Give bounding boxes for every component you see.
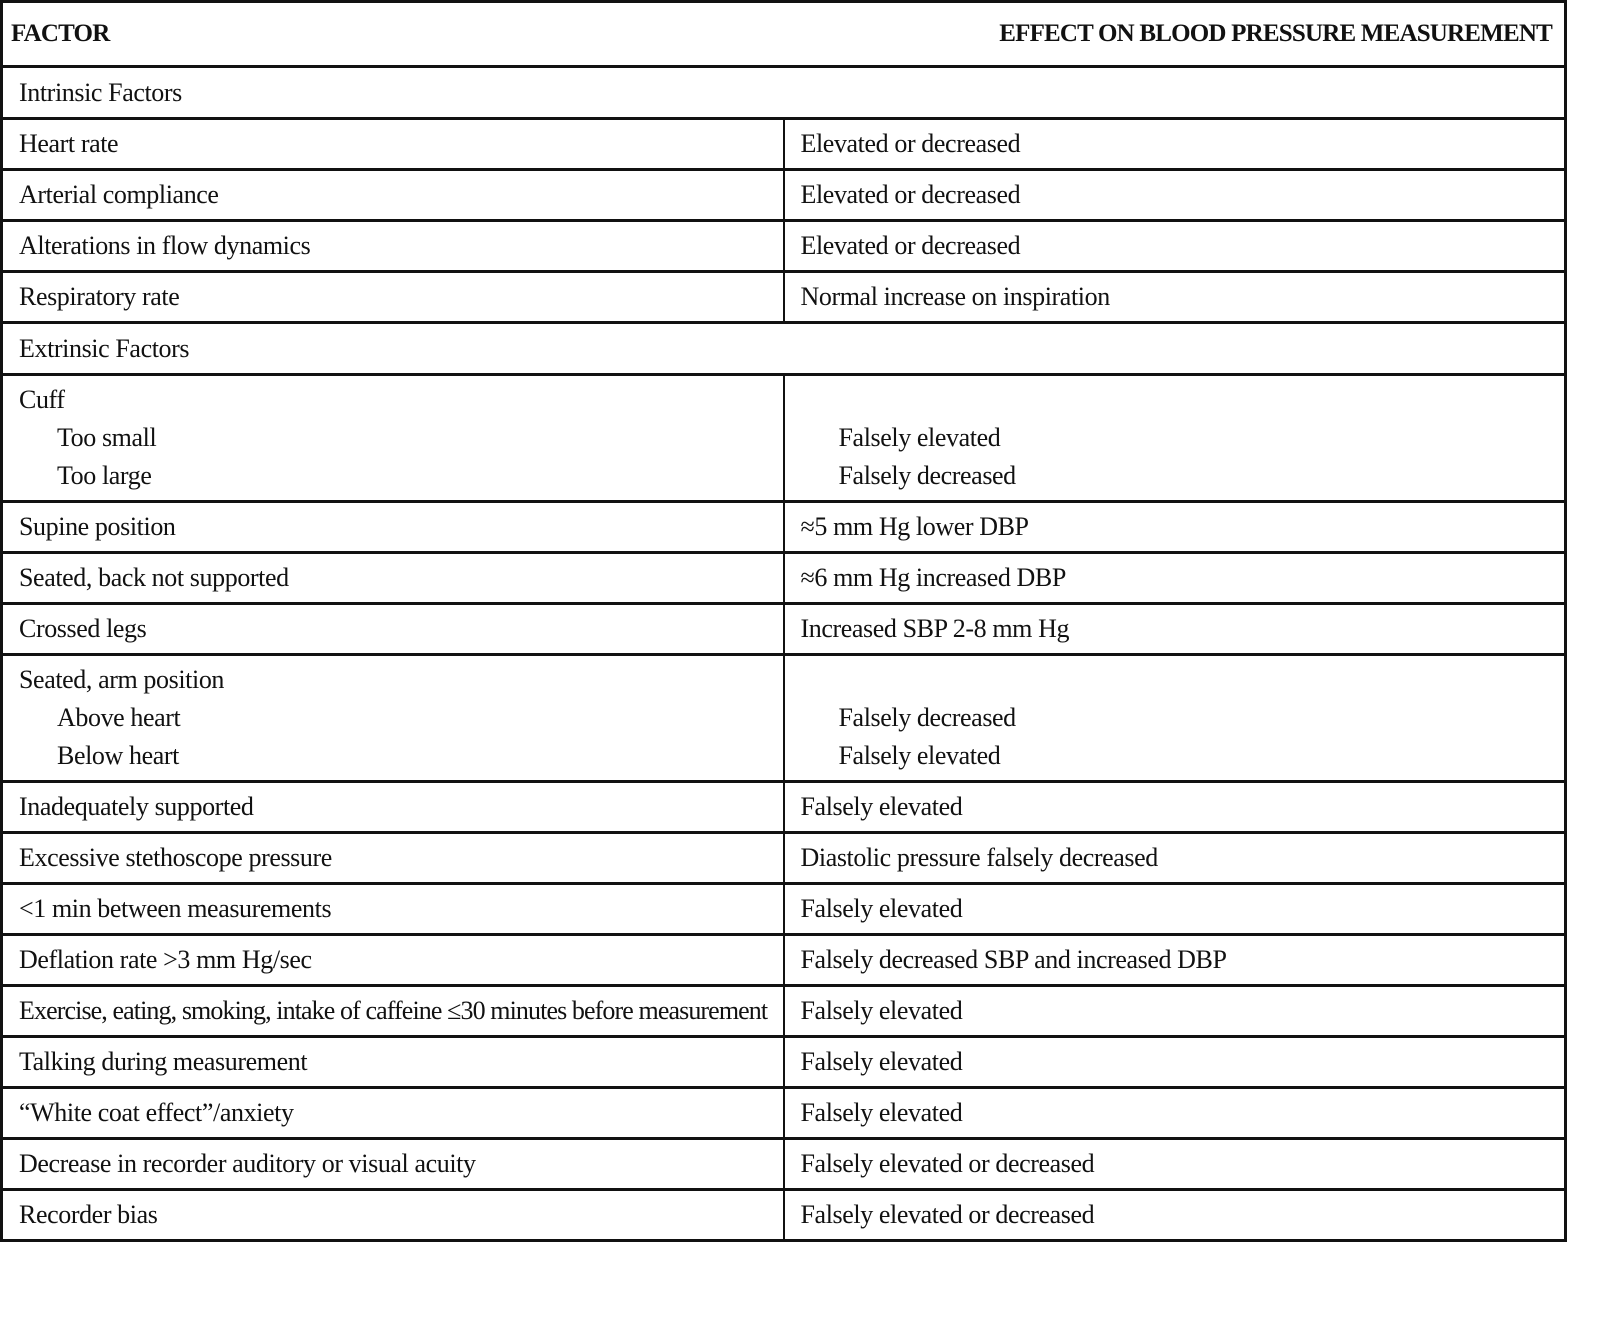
table-row-grouped — [2, 655, 1566, 782]
effect-cell: Falsely elevated — [784, 782, 1566, 833]
table-row — [2, 170, 1566, 221]
factor-subitem: Below heart — [57, 741, 179, 770]
factor-cell — [2, 655, 784, 782]
header-factor: FACTOR — [2, 2, 784, 67]
factor-cell: Alterations in flow dynamics — [2, 221, 784, 272]
effect-cell: Elevated or decreased — [784, 170, 1566, 221]
effect-cell: Falsely decreased SBP and increased DBP — [784, 935, 1566, 986]
factor-cell: Deflation rate >3 mm Hg/sec — [2, 935, 784, 986]
effect-cell: ≈6 mm Hg increased DBP — [784, 553, 1566, 604]
factor-subitem: Too small — [57, 423, 157, 452]
effect-subitem: Falsely decreased — [838, 703, 1016, 732]
table-row — [2, 1190, 1566, 1241]
factor-subitem: Above heart — [57, 703, 181, 732]
factor-cell: Decrease in recorder auditory or visual acuity — [2, 1139, 784, 1190]
spacer — [801, 381, 1565, 419]
factor-cell: Heart rate — [2, 119, 784, 170]
section-row-extrinsic — [2, 323, 1566, 375]
effect-cell: Falsely elevated — [784, 884, 1566, 935]
factor-cell — [2, 375, 784, 502]
effect-cell: Falsely elevated or decreased — [784, 1139, 1566, 1190]
effect-cell: Elevated or decreased — [784, 119, 1566, 170]
factor-subitem: Too large — [57, 461, 152, 490]
effect-cell: Diastolic pressure falsely decreased — [784, 833, 1566, 884]
effect-subitem: Falsely elevated — [838, 423, 1001, 452]
table-row — [2, 119, 1566, 170]
factor-cell: Exercise, eating, smoking, intake of caffeine ≤30 minutes before measurement — [2, 986, 784, 1037]
header-row — [2, 2, 1566, 67]
table-row — [2, 833, 1566, 884]
section-title: Intrinsic Factors — [2, 67, 1566, 119]
effect-cell: Falsely elevated — [784, 1037, 1566, 1088]
table-row — [2, 553, 1566, 604]
table-row — [2, 221, 1566, 272]
factor-cell: Arterial compliance — [2, 170, 784, 221]
table-row — [2, 1088, 1566, 1139]
effect-cell — [784, 655, 1566, 782]
effect-cell: Normal increase on inspiration — [784, 272, 1566, 323]
effect-subitem: Falsely elevated — [838, 741, 1001, 770]
factor-cell: Supine position — [2, 502, 784, 553]
effect-subitem: Falsely decreased — [838, 461, 1016, 490]
section-row-intrinsic — [2, 67, 1566, 119]
table-row-grouped — [2, 375, 1566, 502]
factor-group-label: Cuff — [19, 385, 65, 414]
table-row — [2, 1139, 1566, 1190]
factor-cell: Crossed legs — [2, 604, 784, 655]
section-title: Extrinsic Factors — [2, 323, 1566, 375]
table-row — [2, 782, 1566, 833]
effect-cell: Elevated or decreased — [784, 221, 1566, 272]
table-row — [2, 935, 1566, 986]
table-row — [2, 272, 1566, 323]
table-row — [2, 604, 1566, 655]
factor-cell: Respiratory rate — [2, 272, 784, 323]
table-row — [2, 1037, 1566, 1088]
table-row — [2, 502, 1566, 553]
factor-cell: Seated, back not supported — [2, 553, 784, 604]
effect-cell: Falsely elevated — [784, 986, 1566, 1037]
effect-cell: Increased SBP 2-8 mm Hg — [784, 604, 1566, 655]
factor-cell: Talking during measurement — [2, 1037, 784, 1088]
effect-cell: Falsely elevated or decreased — [784, 1190, 1566, 1241]
table-row — [2, 884, 1566, 935]
factor-cell: Inadequately supported — [2, 782, 784, 833]
factor-cell: “White coat effect”/anxiety — [2, 1088, 784, 1139]
effect-cell: ≈5 mm Hg lower DBP — [784, 502, 1566, 553]
factor-group-label: Seated, arm position — [19, 665, 225, 694]
effect-cell: Falsely elevated — [784, 1088, 1566, 1139]
header-effect: EFFECT ON BLOOD PRESSURE MEASUREMENT — [784, 2, 1566, 67]
spacer — [801, 661, 1565, 699]
factor-cell: <1 min between measurements — [2, 884, 784, 935]
table-row — [2, 986, 1566, 1037]
factor-cell: Excessive stethoscope pressure — [2, 833, 784, 884]
factor-cell: Recorder bias — [2, 1190, 784, 1241]
effect-cell — [784, 375, 1566, 502]
